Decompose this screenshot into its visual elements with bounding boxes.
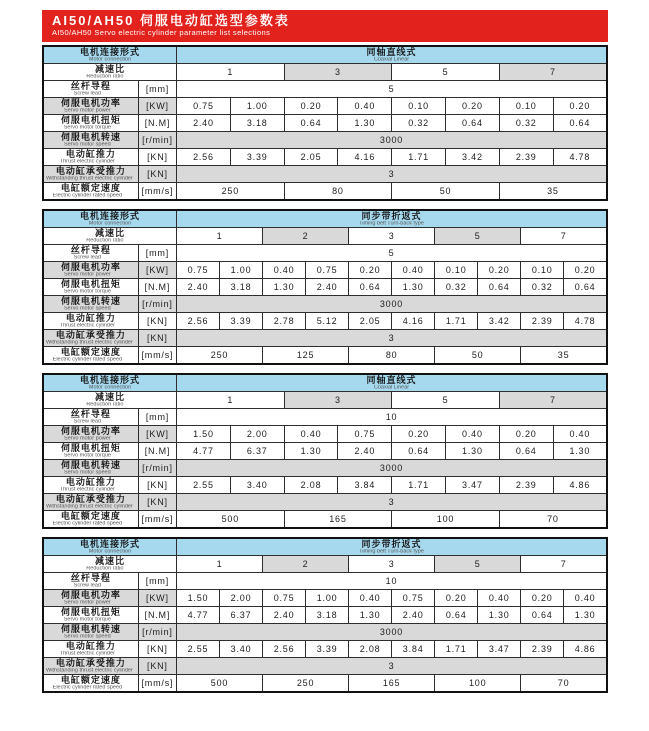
motor-speed-value: 3000 bbox=[176, 296, 607, 313]
torque-value: 1.30 bbox=[553, 443, 607, 460]
thrust-value: 2.39 bbox=[499, 477, 553, 494]
thrust-value: 2.56 bbox=[263, 641, 306, 658]
table-row-thrust bbox=[43, 149, 607, 166]
parameter-table-2 bbox=[42, 209, 608, 365]
thrust-value: 3.42 bbox=[446, 149, 500, 166]
power-value: 1.50 bbox=[177, 426, 231, 443]
ratio-value: 1 bbox=[176, 228, 262, 245]
table-row-torque bbox=[43, 115, 607, 132]
torque-value: 1.30 bbox=[564, 607, 607, 624]
torque-value: 3.18 bbox=[306, 607, 349, 624]
ratio-value: 2 bbox=[263, 228, 349, 245]
row-label-torque: 伺服电机扭矩 Servo motor torque bbox=[43, 279, 138, 296]
row-label-lead: 丝杆导程 Screw lead bbox=[43, 409, 138, 426]
unit-cell: [mm] bbox=[138, 573, 176, 590]
withstand-value: 3 bbox=[176, 330, 607, 347]
torque-value: 0.64 bbox=[446, 115, 500, 132]
row-label-torque: 伺服电机扭矩 Servo motor torque bbox=[43, 443, 138, 460]
thrust-value: 3.84 bbox=[392, 641, 435, 658]
table-row-lead bbox=[43, 81, 607, 98]
unit-cell: [KN] bbox=[138, 313, 176, 330]
table-row-lead bbox=[43, 573, 607, 590]
power-value: 0.40 bbox=[263, 262, 306, 279]
tables-container bbox=[42, 45, 608, 693]
table-header-row bbox=[43, 538, 607, 556]
unit-cell: [KW] bbox=[138, 262, 176, 279]
power-value: 1.00 bbox=[220, 262, 263, 279]
torque-value: 4.77 bbox=[177, 443, 231, 460]
table-row-torque bbox=[43, 607, 607, 624]
row-label-lead: 丝杆导程 Screw lead bbox=[43, 81, 138, 98]
unit-cell: [KN] bbox=[138, 641, 176, 658]
torque-value: 4.77 bbox=[176, 607, 219, 624]
row-label-withstand: 电动缸承受推力 Withstanding thrust electric cylinder bbox=[43, 330, 138, 347]
table-header-row bbox=[43, 210, 607, 228]
row-label-withstand: 电动缸承受推力 Withstanding thrust electric cylinder bbox=[43, 166, 138, 183]
thrust-value: 5.12 bbox=[306, 313, 349, 330]
thrust-value: 2.55 bbox=[176, 641, 219, 658]
ratio-value: 3 bbox=[284, 64, 392, 81]
table-row-ratio bbox=[43, 556, 607, 573]
torque-value: 6.37 bbox=[220, 607, 263, 624]
thrust-value: 2.56 bbox=[176, 313, 219, 330]
torque-value: 2.40 bbox=[392, 607, 435, 624]
lead-value: 10 bbox=[176, 573, 607, 590]
rated-speed-value: 125 bbox=[263, 347, 349, 365]
ratio-value: 5 bbox=[435, 228, 521, 245]
thrust-value: 2.08 bbox=[284, 477, 338, 494]
ratio-value: 1 bbox=[176, 556, 262, 573]
torque-value: 2.40 bbox=[263, 607, 306, 624]
power-value: 0.10 bbox=[435, 262, 478, 279]
row-label-motor-speed: 伺服电机转速 Servo motor speed bbox=[43, 296, 138, 313]
unit-cell: [mm/s] bbox=[138, 183, 176, 201]
thrust-value: 1.71 bbox=[435, 641, 478, 658]
motor-speed-value: 3000 bbox=[177, 460, 607, 477]
unit-cell: [N.M] bbox=[138, 607, 176, 624]
power-value: 0.75 bbox=[176, 262, 219, 279]
row-label-power: 伺服电机功率 Servo motor power bbox=[43, 590, 138, 607]
parameter-table-3 bbox=[42, 373, 608, 529]
torque-value: 0.64 bbox=[392, 443, 446, 460]
row-label-power: 伺服电机功率 Servo motor power bbox=[43, 426, 138, 443]
thrust-value: 4.16 bbox=[392, 313, 435, 330]
thrust-value: 4.78 bbox=[564, 313, 607, 330]
row-label-lead: 丝杆导程 Screw lead bbox=[43, 245, 138, 262]
thrust-value: 1.71 bbox=[392, 477, 446, 494]
unit-cell: [KW] bbox=[138, 98, 176, 115]
thrust-value: 2.55 bbox=[177, 477, 231, 494]
parameter-table-4 bbox=[42, 537, 608, 693]
torque-value: 1.30 bbox=[446, 443, 500, 460]
table-row-torque bbox=[43, 279, 607, 296]
power-value: 0.40 bbox=[349, 590, 392, 607]
rated-speed-value: 80 bbox=[284, 183, 392, 201]
unit-cell: [r/min] bbox=[138, 460, 176, 477]
power-value: 0.20 bbox=[284, 98, 338, 115]
thrust-value: 4.78 bbox=[553, 149, 607, 166]
cylinder-type-header: 同步带折返式 Timing belt Turn-back type bbox=[176, 210, 607, 228]
rated-speed-value: 80 bbox=[349, 347, 435, 365]
row-label-rated-speed: 电缸额定速度 Electric cylinder rated speed bbox=[43, 675, 138, 693]
thrust-value: 3.39 bbox=[306, 641, 349, 658]
thrust-value: 4.16 bbox=[338, 149, 392, 166]
torque-value: 0.64 bbox=[284, 115, 338, 132]
row-label-motor-speed: 伺服电机转速 Servo motor speed bbox=[43, 460, 138, 477]
ratio-value: 1 bbox=[177, 64, 285, 81]
thrust-value: 2.39 bbox=[521, 313, 564, 330]
ratio-value: 5 bbox=[392, 64, 500, 81]
rated-speed-value: 70 bbox=[521, 675, 607, 693]
power-value: 0.20 bbox=[392, 426, 446, 443]
table-row-motor-speed bbox=[43, 624, 607, 641]
table-row-withstand bbox=[43, 330, 607, 347]
thrust-value: 3.39 bbox=[220, 313, 263, 330]
lead-value: 10 bbox=[177, 409, 607, 426]
rated-speed-value: 35 bbox=[499, 183, 607, 201]
unit-cell: [KN] bbox=[138, 658, 176, 675]
row-label-thrust: 电动缸推力 Thrust electric cylinder bbox=[43, 149, 138, 166]
table-row-motor-speed bbox=[43, 460, 607, 477]
unit-cell: [mm/s] bbox=[138, 347, 176, 365]
power-value: 0.40 bbox=[446, 426, 500, 443]
unit-cell: [r/min] bbox=[138, 132, 176, 149]
row-label-torque: 伺服电机扭矩 Servo motor torque bbox=[43, 607, 138, 624]
table-row-withstand bbox=[43, 494, 607, 511]
table-row-power bbox=[43, 98, 607, 115]
row-label-thrust: 电动缸推力 Thrust electric cylinder bbox=[43, 477, 138, 494]
torque-value: 2.40 bbox=[177, 115, 231, 132]
unit-cell: [KW] bbox=[138, 426, 176, 443]
row-label-rated-speed: 电缸额定速度 Electric cylinder rated speed bbox=[43, 347, 138, 365]
rated-speed-value: 250 bbox=[176, 347, 262, 365]
ratio-value: 5 bbox=[435, 556, 521, 573]
power-value: 1.00 bbox=[230, 98, 284, 115]
unit-cell: [N.M] bbox=[138, 279, 176, 296]
row-label-ratio: 减速比 Reduction ratio bbox=[43, 64, 177, 81]
row-label-thrust: 电动缸推力 Thrust electric cylinder bbox=[43, 641, 138, 658]
thrust-value: 3.47 bbox=[446, 477, 500, 494]
power-value: 0.40 bbox=[284, 426, 338, 443]
torque-value: 1.30 bbox=[349, 607, 392, 624]
power-value: 0.20 bbox=[521, 590, 564, 607]
row-label-withstand: 电动缸承受推力 Withstanding thrust electric cylinder bbox=[43, 494, 138, 511]
motor-connection-header: 电机连接形式 Motor connection bbox=[43, 210, 176, 228]
row-label-ratio: 减速比 Reduction ratio bbox=[43, 392, 177, 409]
unit-cell: [mm] bbox=[138, 81, 176, 98]
unit-cell: [KN] bbox=[138, 477, 176, 494]
power-value: 0.75 bbox=[177, 98, 231, 115]
thrust-value: 2.05 bbox=[349, 313, 392, 330]
thrust-value: 3.40 bbox=[220, 641, 263, 658]
ratio-value: 7 bbox=[521, 228, 607, 245]
table-row-thrust bbox=[43, 477, 607, 494]
power-value: 0.20 bbox=[478, 262, 521, 279]
torque-value: 2.40 bbox=[306, 279, 349, 296]
table-row-rated-speed bbox=[43, 347, 607, 365]
lead-value: 5 bbox=[176, 245, 607, 262]
thrust-value: 2.08 bbox=[349, 641, 392, 658]
torque-value: 2.40 bbox=[176, 279, 219, 296]
thrust-value: 1.71 bbox=[435, 313, 478, 330]
torque-value: 0.32 bbox=[435, 279, 478, 296]
thrust-value: 1.71 bbox=[392, 149, 446, 166]
torque-value: 0.64 bbox=[499, 443, 553, 460]
row-label-rated-speed: 电缸额定速度 Electric cylinder rated speed bbox=[43, 511, 138, 529]
row-label-power: 伺服电机功率 Servo motor power bbox=[43, 262, 138, 279]
power-value: 0.20 bbox=[499, 426, 553, 443]
power-value: 0.10 bbox=[499, 98, 553, 115]
rated-speed-value: 500 bbox=[176, 675, 262, 693]
row-label-motor-speed: 伺服电机转速 Servo motor speed bbox=[43, 132, 138, 149]
rated-speed-value: 100 bbox=[435, 675, 521, 693]
unit-cell: [KN] bbox=[138, 494, 176, 511]
rated-speed-value: 35 bbox=[521, 347, 607, 365]
title-bar bbox=[42, 10, 608, 42]
rated-speed-value: 500 bbox=[177, 511, 285, 529]
row-label-thrust: 电动缸推力 Thrust electric cylinder bbox=[43, 313, 138, 330]
power-value: 0.75 bbox=[392, 590, 435, 607]
rated-speed-value: 50 bbox=[392, 183, 500, 201]
table-row-power bbox=[43, 590, 607, 607]
table-row-rated-speed bbox=[43, 511, 607, 529]
power-value: 2.00 bbox=[220, 590, 263, 607]
torque-value: 1.30 bbox=[478, 607, 521, 624]
torque-value: 2.40 bbox=[338, 443, 392, 460]
table-row-ratio bbox=[43, 228, 607, 245]
rated-speed-value: 100 bbox=[392, 511, 500, 529]
torque-value: 6.37 bbox=[230, 443, 284, 460]
page-content bbox=[42, 10, 608, 701]
unit-cell: [r/min] bbox=[138, 296, 176, 313]
torque-value: 0.64 bbox=[435, 607, 478, 624]
thrust-value: 2.78 bbox=[263, 313, 306, 330]
torque-value: 1.30 bbox=[263, 279, 306, 296]
power-value: 0.20 bbox=[553, 98, 607, 115]
withstand-value: 3 bbox=[176, 658, 607, 675]
unit-cell: [r/min] bbox=[138, 624, 176, 641]
ratio-value: 7 bbox=[521, 556, 607, 573]
power-value: 0.40 bbox=[553, 426, 607, 443]
power-value: 2.00 bbox=[230, 426, 284, 443]
thrust-value: 3.40 bbox=[230, 477, 284, 494]
row-label-ratio: 减速比 Reduction ratio bbox=[43, 556, 176, 573]
torque-value: 0.32 bbox=[392, 115, 446, 132]
torque-value: 0.64 bbox=[564, 279, 607, 296]
ratio-value: 3 bbox=[349, 556, 435, 573]
power-value: 0.10 bbox=[521, 262, 564, 279]
unit-cell: [mm] bbox=[138, 409, 176, 426]
thrust-value: 2.39 bbox=[521, 641, 564, 658]
power-value: 1.00 bbox=[306, 590, 349, 607]
withstand-value: 3 bbox=[177, 166, 607, 183]
unit-cell: [KN] bbox=[138, 166, 176, 183]
table-header-row bbox=[43, 374, 607, 392]
ratio-value: 3 bbox=[284, 392, 392, 409]
ratio-value: 1 bbox=[177, 392, 285, 409]
table-row-thrust bbox=[43, 313, 607, 330]
table-row-withstand bbox=[43, 166, 607, 183]
unit-cell: [N.M] bbox=[138, 115, 176, 132]
thrust-value: 3.47 bbox=[478, 641, 521, 658]
table-row-motor-speed bbox=[43, 132, 607, 149]
thrust-value: 3.42 bbox=[478, 313, 521, 330]
unit-cell: [mm] bbox=[138, 245, 176, 262]
row-label-power: 伺服电机功率 Servo motor power bbox=[43, 98, 138, 115]
torque-value: 0.64 bbox=[349, 279, 392, 296]
power-value: 0.40 bbox=[478, 590, 521, 607]
row-label-withstand: 电动缸承受推力 Withstanding thrust electric cylinder bbox=[43, 658, 138, 675]
thrust-value: 2.39 bbox=[499, 149, 553, 166]
table-row-lead bbox=[43, 409, 607, 426]
ratio-value: 7 bbox=[499, 64, 607, 81]
rated-speed-value: 250 bbox=[177, 183, 285, 201]
power-value: 0.20 bbox=[349, 262, 392, 279]
power-value: 0.75 bbox=[306, 262, 349, 279]
cylinder-type-header: 同步带折返式 Timing belt Turn-back type bbox=[176, 538, 607, 556]
ratio-value: 3 bbox=[349, 228, 435, 245]
torque-value: 0.64 bbox=[478, 279, 521, 296]
table-row-withstand bbox=[43, 658, 607, 675]
rated-speed-value: 165 bbox=[284, 511, 392, 529]
unit-cell: [mm/s] bbox=[138, 511, 176, 529]
thrust-value: 4.86 bbox=[553, 477, 607, 494]
ratio-value: 5 bbox=[392, 392, 500, 409]
row-label-ratio: 减速比 Reduction ratio bbox=[43, 228, 176, 245]
power-value: 0.10 bbox=[392, 98, 446, 115]
cylinder-type-header: 同轴直线式 Coaxial Linear bbox=[177, 374, 607, 392]
unit-cell: [KN] bbox=[138, 330, 176, 347]
thrust-value: 4.86 bbox=[564, 641, 607, 658]
power-value: 0.40 bbox=[564, 590, 607, 607]
thrust-value: 3.84 bbox=[338, 477, 392, 494]
rated-speed-value: 165 bbox=[349, 675, 435, 693]
page-subtitle: AI50/AH50 Servo electric cylinder parameter list selections bbox=[52, 28, 271, 37]
ratio-value: 2 bbox=[263, 556, 349, 573]
motor-speed-value: 3000 bbox=[176, 624, 607, 641]
cylinder-type-header: 同轴直线式 Coaxial Linear bbox=[177, 46, 607, 64]
table-row-torque bbox=[43, 443, 607, 460]
table-row-rated-speed bbox=[43, 183, 607, 201]
row-label-motor-speed: 伺服电机转速 Servo motor speed bbox=[43, 624, 138, 641]
table-row-ratio bbox=[43, 64, 607, 81]
unit-cell: [mm/s] bbox=[138, 675, 176, 693]
row-label-rated-speed: 电缸额定速度 Electric cylinder rated speed bbox=[43, 183, 138, 201]
motor-connection-header: 电机连接形式 Motor connection bbox=[43, 46, 177, 64]
table-row-power bbox=[43, 262, 607, 279]
unit-cell: [KW] bbox=[138, 590, 176, 607]
power-value: 0.75 bbox=[263, 590, 306, 607]
power-value: 0.20 bbox=[564, 262, 607, 279]
table-row-power bbox=[43, 426, 607, 443]
power-value: 0.40 bbox=[338, 98, 392, 115]
power-value: 0.20 bbox=[446, 98, 500, 115]
power-value: 0.40 bbox=[392, 262, 435, 279]
table-row-motor-speed bbox=[43, 296, 607, 313]
lead-value: 5 bbox=[177, 81, 607, 98]
thrust-value: 3.39 bbox=[230, 149, 284, 166]
table-row-rated-speed bbox=[43, 675, 607, 693]
thrust-value: 2.56 bbox=[177, 149, 231, 166]
table-header-row bbox=[43, 46, 607, 64]
torque-value: 1.30 bbox=[338, 115, 392, 132]
row-label-torque: 伺服电机扭矩 Servo motor torque bbox=[43, 115, 138, 132]
motor-speed-value: 3000 bbox=[177, 132, 607, 149]
rated-speed-value: 70 bbox=[499, 511, 607, 529]
torque-value: 1.30 bbox=[392, 279, 435, 296]
withstand-value: 3 bbox=[177, 494, 607, 511]
torque-value: 3.18 bbox=[230, 115, 284, 132]
thrust-value: 2.05 bbox=[284, 149, 338, 166]
unit-cell: [KN] bbox=[138, 149, 176, 166]
row-label-lead: 丝杆导程 Screw lead bbox=[43, 573, 138, 590]
power-value: 0.75 bbox=[338, 426, 392, 443]
motor-connection-header: 电机连接形式 Motor connection bbox=[43, 538, 176, 556]
table-row-ratio bbox=[43, 392, 607, 409]
rated-speed-value: 250 bbox=[263, 675, 349, 693]
ratio-value: 7 bbox=[499, 392, 607, 409]
table-row-lead bbox=[43, 245, 607, 262]
unit-cell: [N.M] bbox=[138, 443, 176, 460]
torque-value: 0.32 bbox=[521, 279, 564, 296]
torque-value: 1.30 bbox=[284, 443, 338, 460]
torque-value: 0.64 bbox=[521, 607, 564, 624]
parameter-table-1 bbox=[42, 45, 608, 201]
torque-value: 0.64 bbox=[553, 115, 607, 132]
power-value: 1.50 bbox=[176, 590, 219, 607]
torque-value: 3.18 bbox=[220, 279, 263, 296]
table-row-thrust bbox=[43, 641, 607, 658]
page-title: AI50/AH50 伺服电动缸选型参数表 bbox=[52, 13, 290, 28]
rated-speed-value: 50 bbox=[435, 347, 521, 365]
power-value: 0.20 bbox=[435, 590, 478, 607]
motor-connection-header: 电机连接形式 Motor connection bbox=[43, 374, 177, 392]
torque-value: 0.32 bbox=[499, 115, 553, 132]
